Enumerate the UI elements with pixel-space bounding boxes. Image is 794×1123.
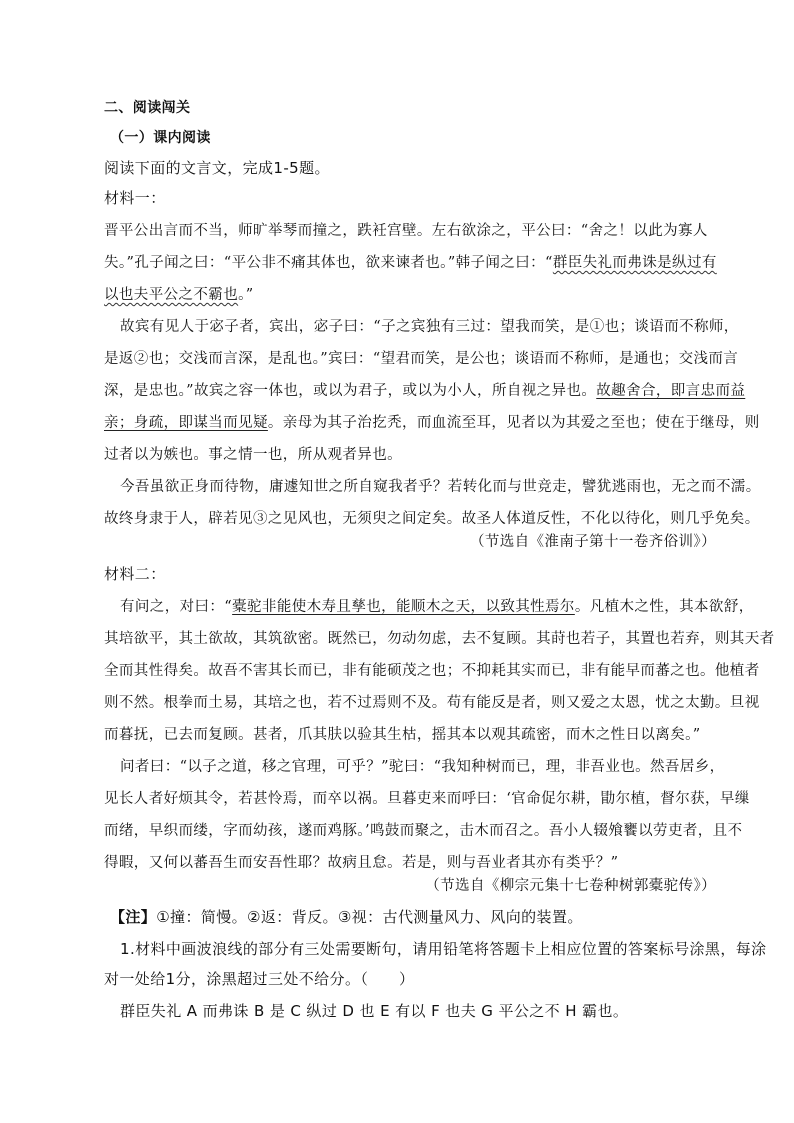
question-options: 群臣失礼 A 而弗诛 B 是 C 纵过 D 也 E 有以 F 也夫 G 平公之不 H 霸也。 <box>120 1002 629 1020</box>
m2-line-5: 而暮抚，已去而复顾。甚者，爪其肤以验其生枯，摇其本以观其疏密，而木之性日以离矣。” <box>104 727 701 743</box>
material-one-source: （节选自《淮南子第十一卷齐俗训》） <box>469 534 716 550</box>
m1-line-10: 故终身隶于人，辟若见③之见风也，无须臾之间定矣。故圣人体道反性，不化以待化，则几乎免矣。 <box>104 511 760 527</box>
note-text: ①撞：简慢。②返：背反。③视：古代测量风力、风向的装置。 <box>156 908 583 926</box>
m1-line-8: 过者以为嫉也。事之情一也，所从观者异也。 <box>104 447 402 463</box>
m2-line-4: 则不然。根拳而土易，其培之也，若不过焉则不及。苟有能反是者，则又爱之太恩，忧之太勤。旦视 <box>104 695 760 711</box>
wavy-underlined-text: 群臣失礼而弗诛是纵过有 <box>552 255 717 271</box>
m2-line-1-text: 有问之，对曰：“ <box>120 599 233 615</box>
material-two-label: 材料二： <box>104 565 166 583</box>
m1-line-9: 今吾虽欲正身而待物，庸遽知世之所自窥我者乎？若转化而与世竞走，譬犹逃雨也，无之而不濡。 <box>120 479 761 495</box>
instruction-text: 阅读下面的文言文，完成1-5题。 <box>104 159 330 177</box>
m2-line-3: 全而其性得矣。故吾不害其长而已，非有能硕茂之也；不抑耗其实而已，非有能早而蕃之也。他植者 <box>104 663 760 679</box>
m2-line-1-end: 。凡植木之性，其本欲舒， <box>574 599 754 615</box>
m1-line-6-text: 深，是忠也。”故宾之容一体也，或以为君子，或以为小人，所自视之异也。 <box>104 383 597 399</box>
m2-line-2: 其培欲平，其土欲故，其筑欲密。既然已，勿动勿虑，去不复顾。其莳也若子，其置也若弃，则其天者 <box>104 631 775 647</box>
m1-line-5: 是返②也；交浅而言深，是乱也。”宾曰：“望君而笑，是公也；谈语而不称师，是通也；交浅而言 <box>104 351 739 367</box>
m1-line-7 <box>104 413 760 433</box>
m2-line-8: 而绪，早织而缕，字而幼孩，遂而鸡豚。’鸣鼓而聚之，击木而召之。吾小人辍飧饔以劳吏者，且不 <box>104 823 743 839</box>
underlined-text: 橐驼非能使木寿且孳也，能顺木之天，以致其性焉尔 <box>232 599 575 615</box>
m1-line-7-end: 。亲母为其子治扢秃，而血流至耳，见者以为其爱之至也；使在于继母，则 <box>267 415 760 431</box>
underlined-text: 亲；身疏，即谋当而见疑 <box>104 415 268 431</box>
m2-line-9: 得暇，又何以蕃吾生而安吾性耶？故病且怠。若是，则与吾业者其亦有类乎？” <box>104 855 619 871</box>
note-line <box>110 907 730 927</box>
subsection-title: （一）课内阅读 <box>110 130 211 146</box>
note-label: 【注】 <box>110 908 157 926</box>
m1-line-2 <box>104 253 724 273</box>
material-one-label: 材料一： <box>104 189 166 207</box>
underlined-text: 故趣舍合，即言忠而益 <box>596 383 746 399</box>
wavy-underlined-text: 以也夫平公之不霸也 <box>104 287 239 303</box>
m1-line-3-end: 。” <box>238 287 254 303</box>
question-line-1: 1.材料中画波浪线的部分有三处需要断句，请用铅笔将答题卡上相应位置的答案标号涂黑，每涂 <box>120 940 767 958</box>
m2-line-1 <box>120 597 754 617</box>
m1-line-4: 故宾有见人于宓子者，宾出，宓子曰：“子之宾独有三过：望我而笑，是①也；谈语而不称师， <box>120 319 739 335</box>
m2-line-6: 问者曰：“以子之道，移之官理，可乎？”驼曰：“我知种树而已，理，非吾业也。然吾居乡， <box>120 759 725 775</box>
section-title: 二、阅读闯关 <box>104 100 191 116</box>
question-line-2: 对一处给1分，涂黑超过三处不给分。（ ） <box>104 970 415 988</box>
m2-line-7: 见长人者好烦其令，若甚怜焉，而卒以祸。旦暮吏来而呼曰：‘官命促尔耕，勖尔植，督尔获，早缫 <box>104 791 750 807</box>
m1-line-2-text: 失。”孔子闻之曰：“平公非不痛其体也，欲来谏者也。”韩子闻之曰：“ <box>104 255 553 271</box>
m1-line-3 <box>104 285 724 305</box>
material-two-source: （节选自《柳宗元集十七卷种树郭橐驼传》） <box>425 878 716 894</box>
m1-line-6 <box>104 381 746 401</box>
m1-line-1: 晋平公出言而不当，师旷举琴而撞之，跌衽宫壁。左右欲涂之，平公曰：“舍之！以此为寡人 <box>104 223 708 239</box>
